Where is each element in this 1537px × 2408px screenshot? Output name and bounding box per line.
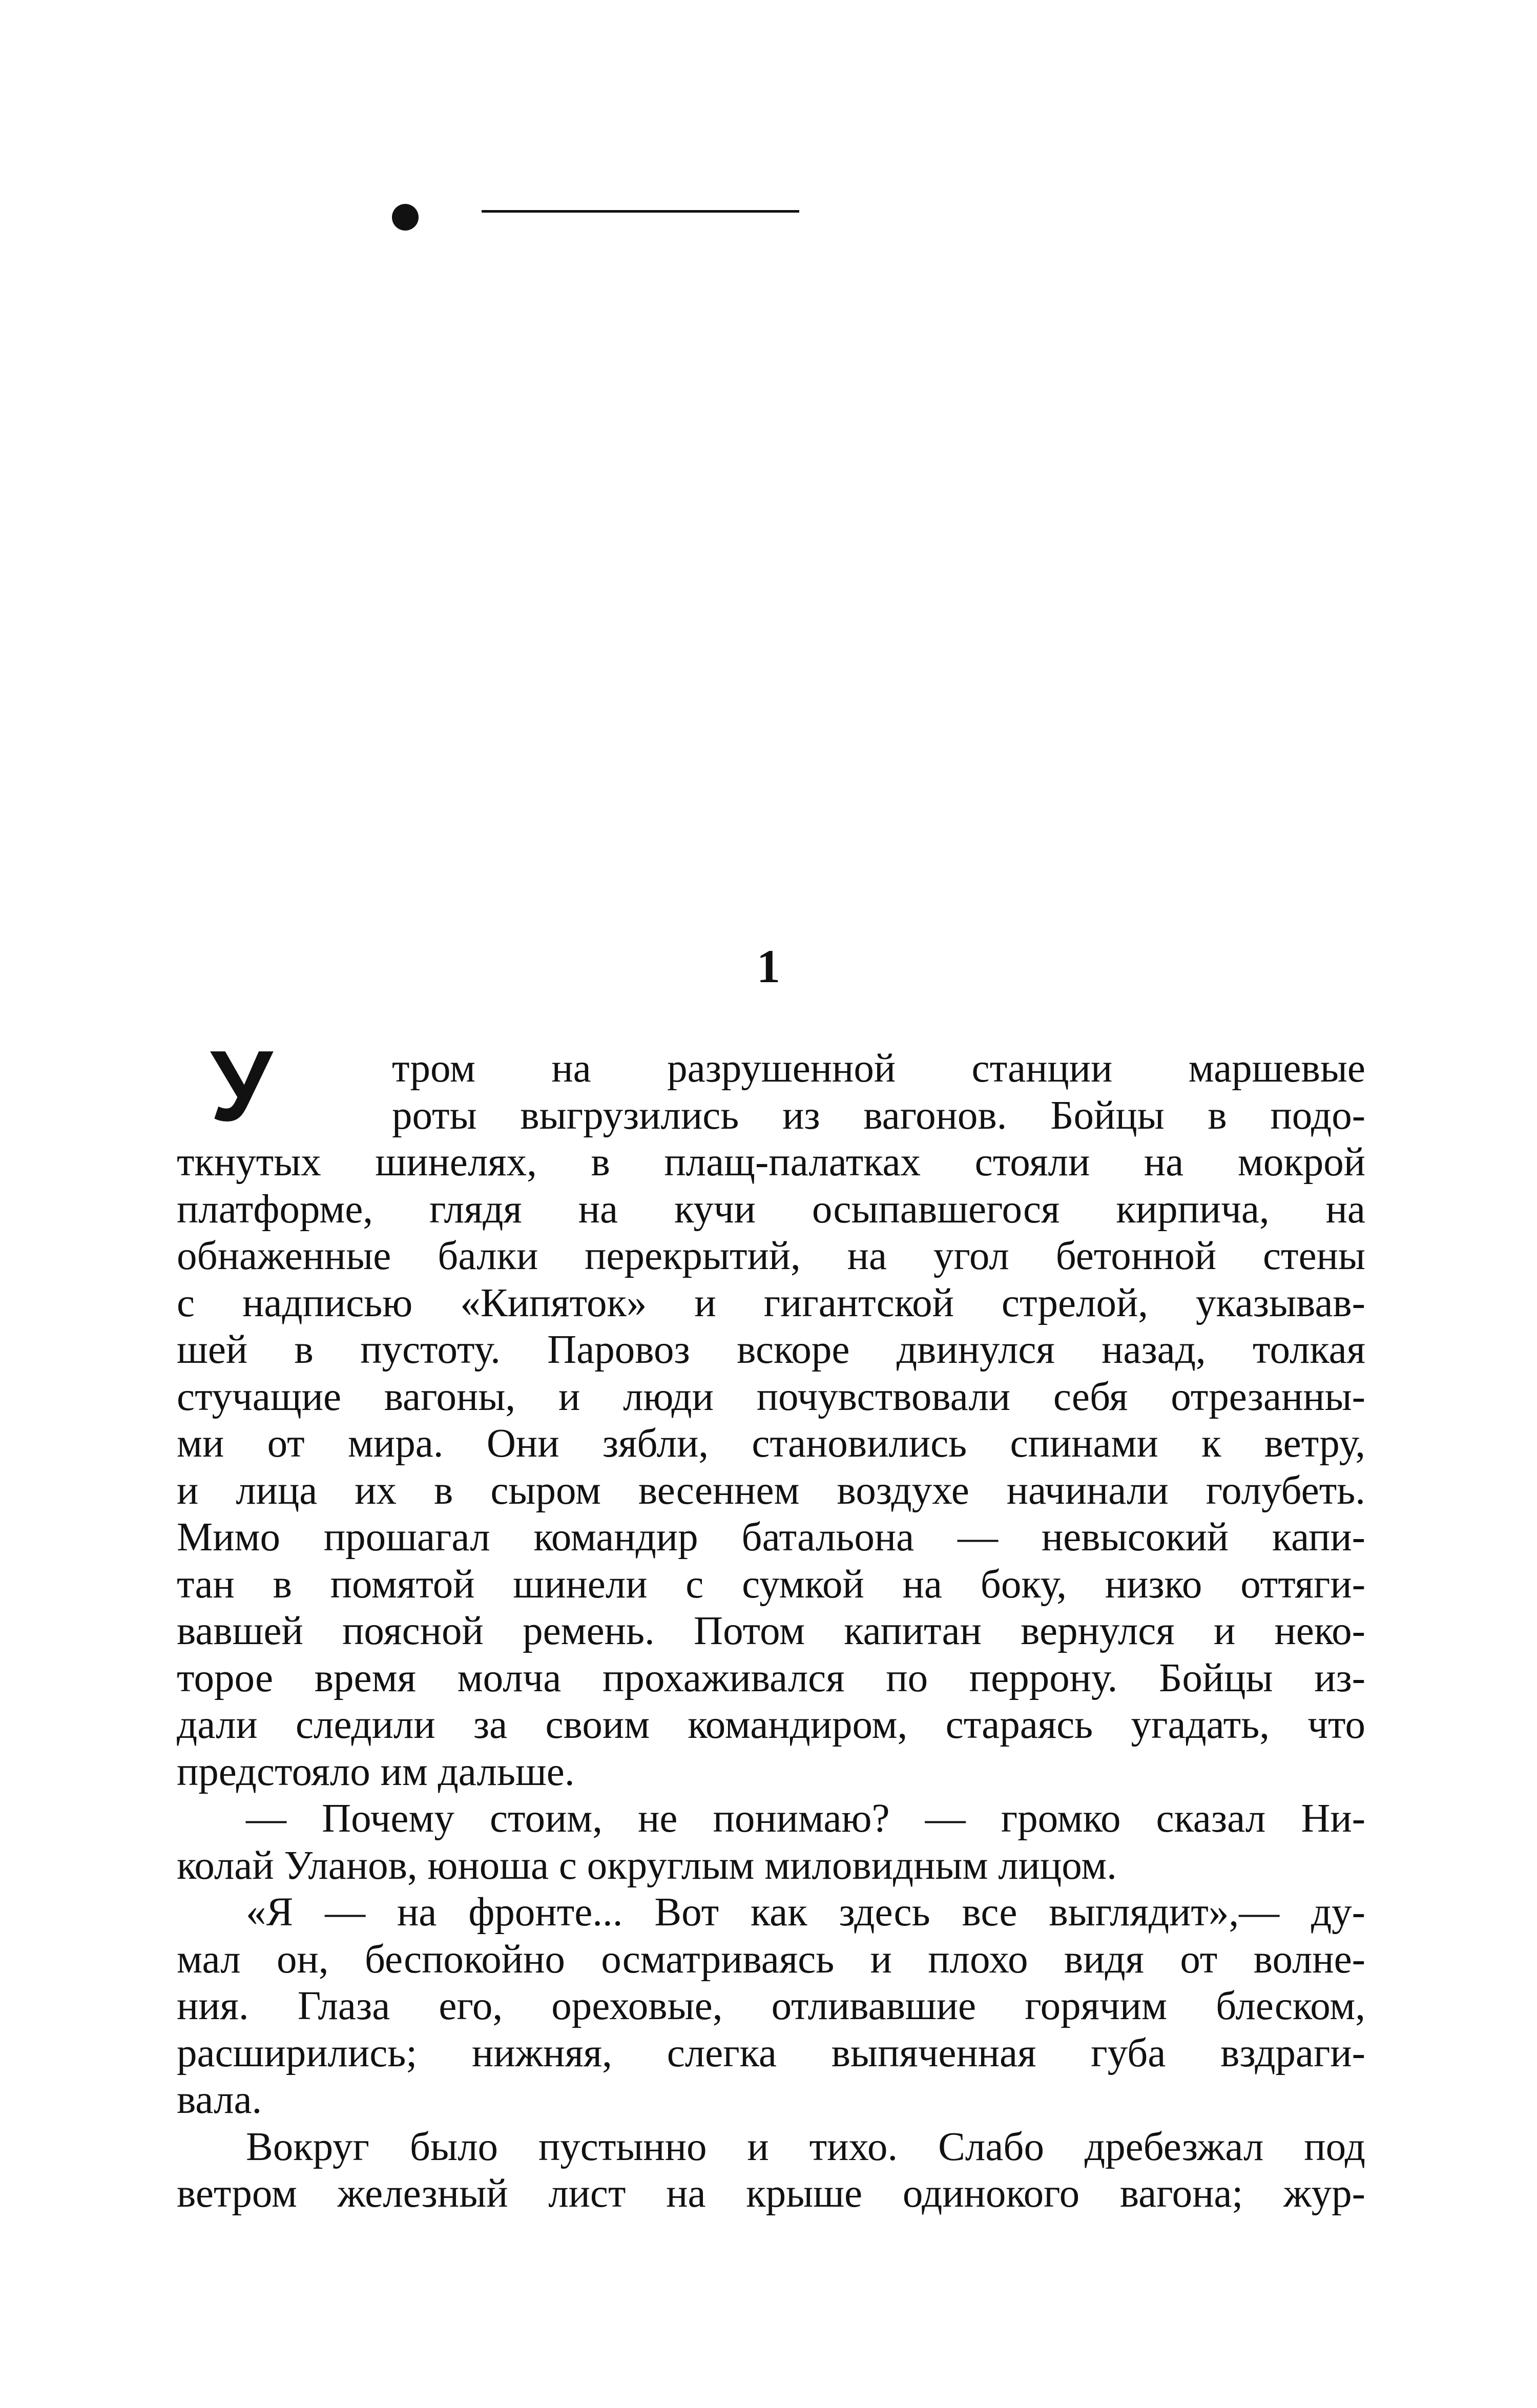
text-line: предстояло им дальше. xyxy=(177,1749,575,1794)
text-line: Мимо прошагал командир батальона — невысокий капи- xyxy=(177,1515,1365,1560)
text-line: вавшей поясной ремень. Потом капитан вернулся и неко- xyxy=(177,1609,1365,1653)
text-line: вала. xyxy=(177,2078,262,2122)
text-line: «Я — на фронте... Вот как здесь все выглядит»,— ду- xyxy=(246,1890,1365,1935)
text-line: ткнутых шинелях, в плащ-палатках стояли на мокрой xyxy=(177,1140,1365,1185)
paragraph-4 xyxy=(177,2124,1365,2217)
chapter-ornament xyxy=(392,200,802,231)
text-line: шей в пустоту. Паровоз вскоре двинулся назад, толкая xyxy=(177,1327,1365,1372)
text-line: роты выгрузились из вагонов. Бойцы в подо- xyxy=(392,1093,1365,1138)
text-line: платформе, глядя на кучи осыпавшегося кирпича, на xyxy=(177,1187,1365,1232)
text-line: — Почему стоим, не понимаю? — громко сказал Ни- xyxy=(246,1796,1365,1841)
text-line: Вокруг было пустынно и тихо. Слабо дребезжал под xyxy=(246,2124,1365,2169)
ornament-rule xyxy=(482,210,799,213)
paragraph-3 xyxy=(177,1889,1365,2124)
text-line: обнаженные балки перекрытий, на угол бетонной стены xyxy=(177,1234,1365,1278)
paragraph-1 xyxy=(177,1045,1365,1795)
body-text xyxy=(177,1045,1365,2217)
text-line: мал он, беспокойно осматриваясь и плохо видя от волне- xyxy=(177,1937,1365,1982)
text-line: с надписью «Кипяток» и гигантской стрелой, указывав- xyxy=(177,1280,1365,1325)
drop-cap: У xyxy=(210,1030,273,1142)
text-line: расширились; нижняя, слегка выпяченная губа вздраги- xyxy=(177,2030,1365,2075)
text-line: и лица их в сыром весеннем воздухе начинали голубеть. xyxy=(177,1468,1365,1513)
text-line: тан в помятой шинели с сумкой на боку, низко оттяги- xyxy=(177,1562,1365,1607)
ornament-dot xyxy=(392,204,419,231)
chapter-number: 1 xyxy=(757,940,780,992)
text-line: ветром железный лист на крыше одинокого вагона; жур- xyxy=(177,2171,1365,2216)
text-line: тром на разрушенной станции маршевые xyxy=(392,1046,1365,1091)
text-line: ния. Глаза его, ореховые, отливавшие горячим блеском, xyxy=(177,1984,1365,2028)
text-line: стучащие вагоны, и люди почувствовали себя отрезанны- xyxy=(177,1374,1365,1419)
paragraph-2 xyxy=(177,1795,1365,1889)
text-line: колай Уланов, юноша с округлым миловидным лицом. xyxy=(177,1843,1117,1888)
text-line: дали следили за своим командиром, стараясь угадать, что xyxy=(177,1703,1365,1747)
text-line: ми от мира. Они зябли, становились спинами к ветру, xyxy=(177,1421,1365,1466)
text-line: торое время молча прохаживался по перрону. Бойцы из- xyxy=(177,1655,1365,1700)
